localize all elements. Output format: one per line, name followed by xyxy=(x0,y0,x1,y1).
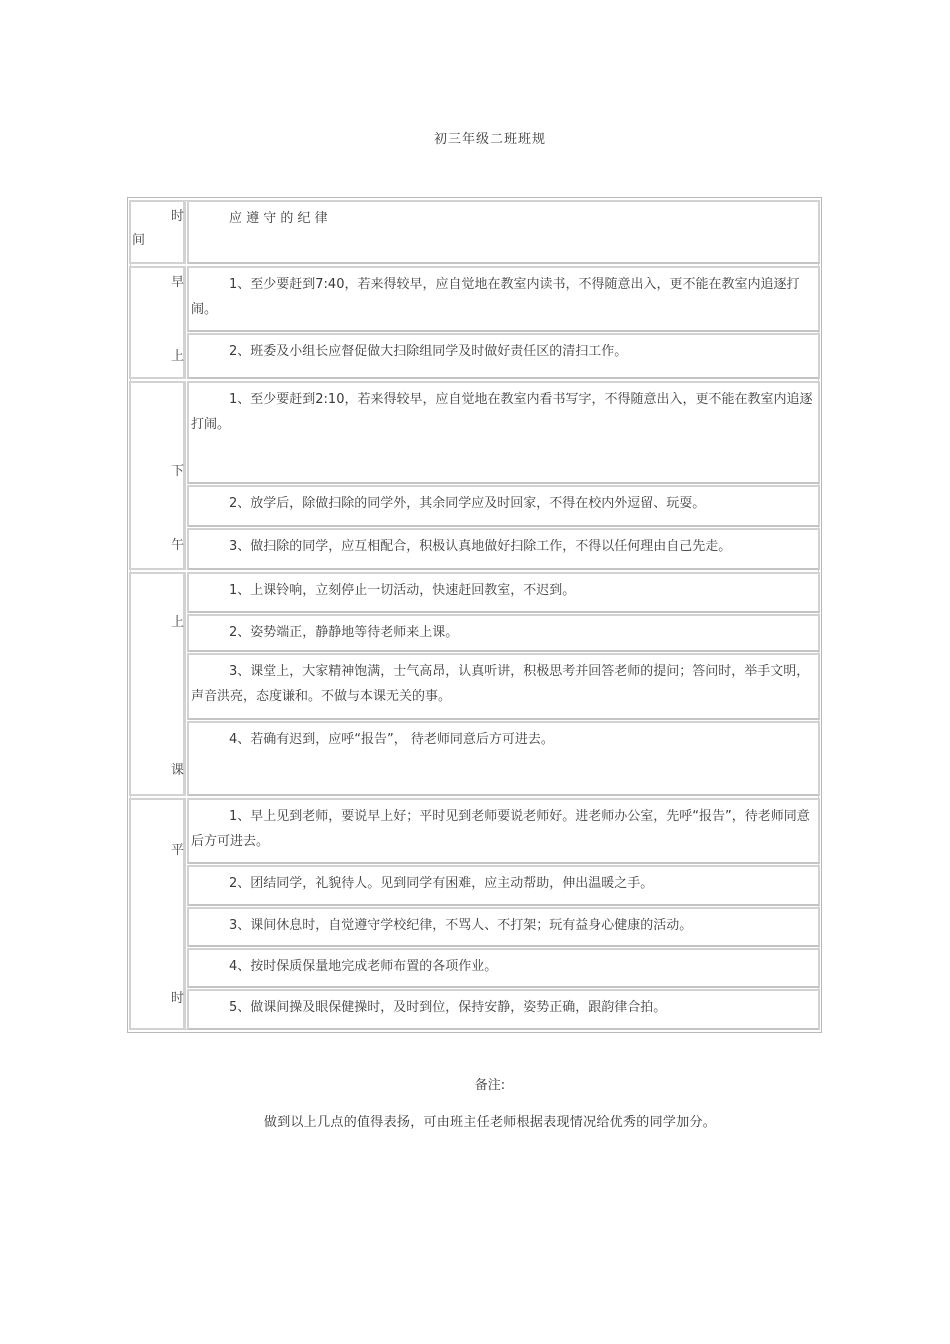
section-label-char: 早 xyxy=(171,275,185,290)
rule-cell xyxy=(187,266,820,332)
section-label-morning xyxy=(129,266,186,379)
section-label-class xyxy=(129,572,186,796)
rule-text: 1、早上见到老师，要说早上好；平时见到老师要说老师好。进老师办公室，先呼“报告”，待老师同意后方可进去。 xyxy=(191,809,810,849)
rule-cell xyxy=(187,948,820,988)
rule-cell xyxy=(187,721,820,796)
note-text: 做到以上几点的值得表扬，可由班主任老师根据表现情况给优秀的同学加分。 xyxy=(263,1115,717,1130)
rule-text: 1、至少要赶到7:40，若来得较早，应自觉地在教室内读书，不得随意出入，更不能在教室内追逐打闹。 xyxy=(191,277,800,317)
rule-cell xyxy=(187,614,820,652)
rule-cell xyxy=(187,528,820,570)
rule-text: 5、做课间操及眼保健操时，及时到位，保持安静，姿势正确，跟韵律合拍。 xyxy=(229,1000,667,1015)
rule-cell xyxy=(187,798,820,864)
rule-cell xyxy=(187,333,820,379)
document-title: 初三年级二班班规 xyxy=(433,132,546,147)
rule-text: 4、按时保质保量地完成老师布置的各项作业。 xyxy=(229,959,498,974)
section-label-char: 上 xyxy=(171,615,185,630)
section-label-daily xyxy=(129,798,186,1030)
rule-text: 2、团结同学，礼貌待人。见到同学有困难，应主动帮助，伸出温暖之手。 xyxy=(229,876,654,891)
note-label: 备注: xyxy=(474,1078,506,1093)
section-label-char: 时 xyxy=(171,991,185,1006)
rule-cell xyxy=(187,572,820,613)
rule-text: 2、放学后，除做扫除的同学外，其余同学应及时回家，不得在校内外逗留、玩耍。 xyxy=(229,496,706,511)
rule-text: 1、至少要赶到2:10，若来得较早，应自觉地在教室内看书写字，不得随意出入，更不能在教室内追逐打闹。 xyxy=(191,392,813,432)
rule-cell xyxy=(187,865,820,906)
rule-text: 4、若确有迟到，应呼“报告”， 待老师同意后方可进去。 xyxy=(229,732,554,747)
header-rules-cell xyxy=(187,200,820,264)
rule-cell xyxy=(187,381,820,484)
rule-text: 2、姿势端正，静静地等待老师来上课。 xyxy=(229,625,459,640)
rule-text: 3、课堂上，大家精神饱满，士气高昂，认真听讲，积极思考并回答老师的提问；答问时，举手文明，声音洪亮，态度谦和。不做与本课无关的事。 xyxy=(191,664,810,704)
header-time-char-2: 间 xyxy=(132,233,146,248)
rule-text: 3、做扫除的同学，应互相配合，积极认真地做好扫除工作，不得以任何理由自己先走。 xyxy=(229,539,732,554)
section-label-afternoon xyxy=(129,381,186,570)
section-label-char: 平 xyxy=(171,843,185,858)
rule-text: 3、课间休息时，自觉遵守学校纪律，不骂人、不打架；玩有益身心健康的活动。 xyxy=(229,918,693,933)
rule-text: 2、班委及小组长应督促做大扫除组同学及时做好责任区的清扫工作。 xyxy=(229,344,628,359)
rule-cell xyxy=(187,485,820,527)
section-label-char: 午 xyxy=(171,538,185,553)
rule-cell xyxy=(187,653,820,720)
section-label-char: 上 xyxy=(171,349,185,364)
section-label-char: 课 xyxy=(171,763,185,778)
rule-cell xyxy=(187,989,820,1030)
header-time-cell xyxy=(129,200,186,264)
section-label-char: 下 xyxy=(171,464,185,479)
header-time-char-1: 时 xyxy=(171,209,185,224)
rule-text: 1、上课铃响，立刻停止一切活动，快速赶回教室，不迟到。 xyxy=(229,583,576,598)
rule-cell xyxy=(187,907,820,947)
header-rules-label: 应 遵 守 的 纪 律 xyxy=(229,211,328,226)
